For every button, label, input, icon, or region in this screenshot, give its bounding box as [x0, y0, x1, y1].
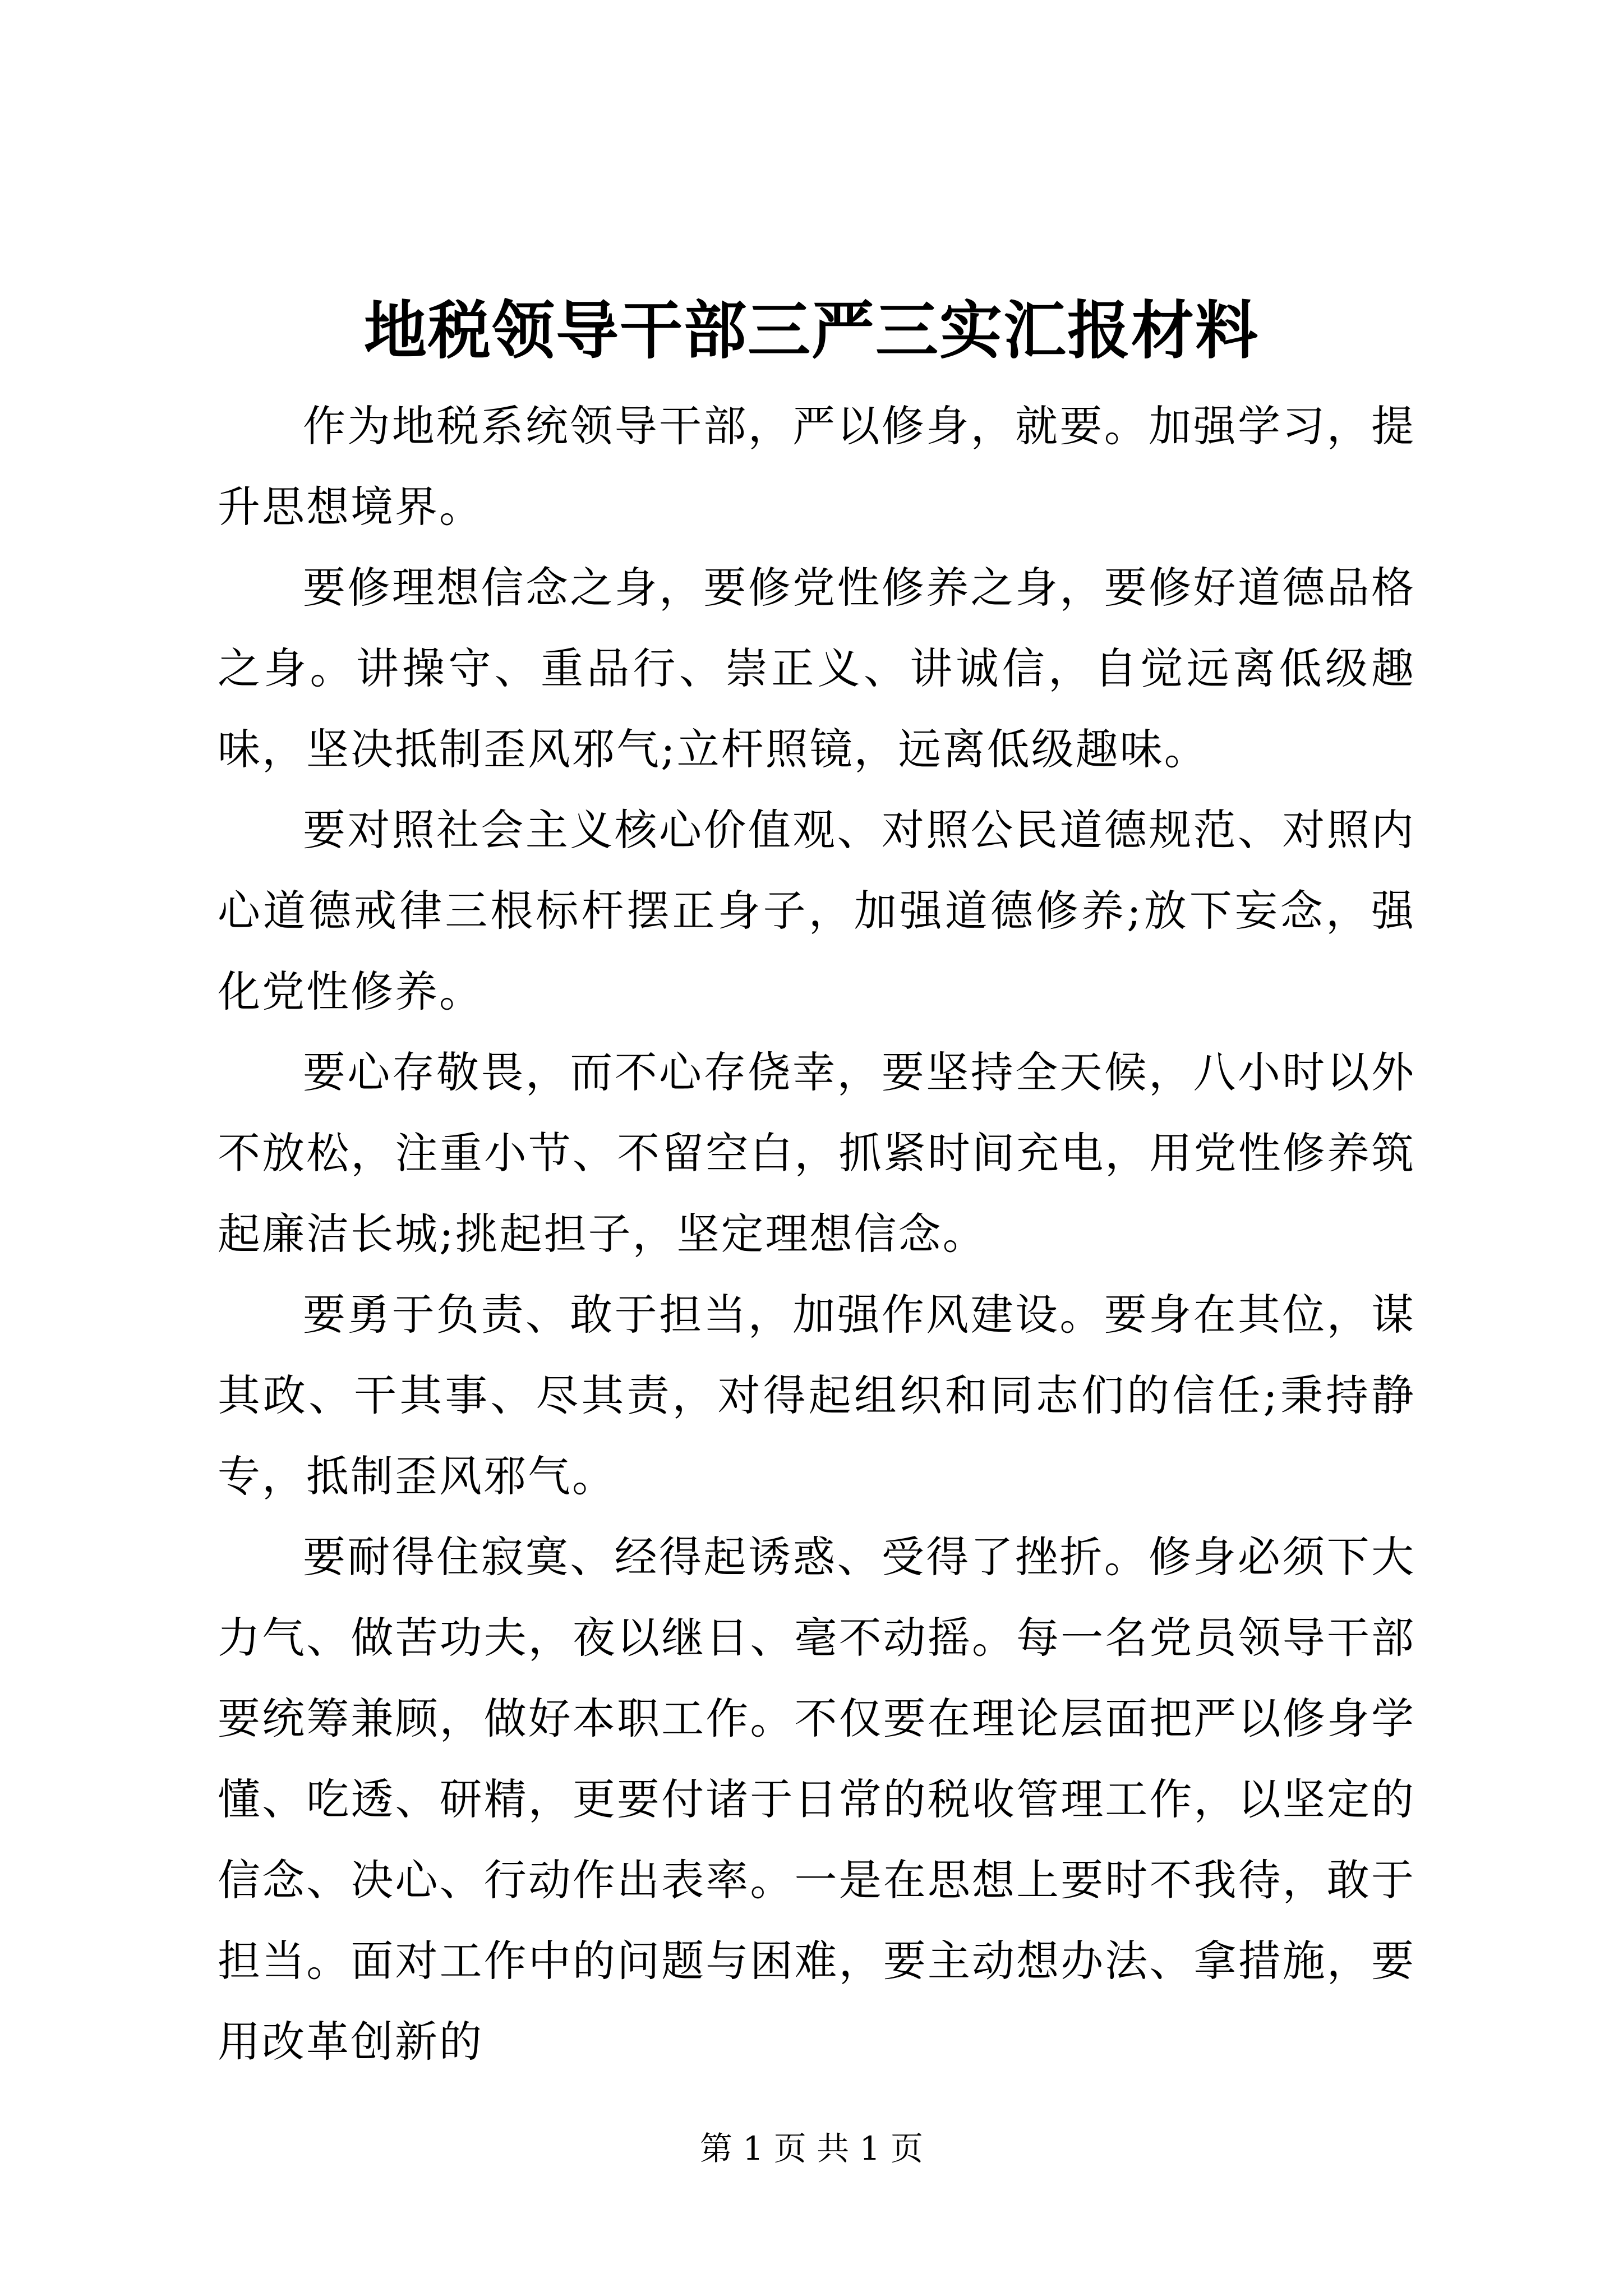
paragraph: 作为地税系统领导干部，严以修身，就要。加强学习，提升思想境界。	[218, 401, 1415, 532]
document-body	[218, 386, 1415, 2082]
document-title: 地税领导干部三严三实汇报材料	[364, 294, 1259, 367]
page-footer: 第 1 页 共 1 页	[700, 2129, 923, 2168]
paragraph: 要心存敬畏，而不心存侥幸，要坚持全天候，八小时以外不放松，注重小节、不留空白，抓紧时间充电，用党性修养筑起廉洁长城;挑起担子，坚定理想信念。	[218, 1047, 1415, 1259]
paragraph: 要对照社会主义核心价值观、对照公民道德规范、对照内心道德戒律三根标杆摆正身子，加强道德修养;放下妄念，强化党性修养。	[218, 805, 1415, 1016]
paragraph: 要勇于负责、敢于担当，加强作风建设。要身在其位，谋其政、干其事、尽其责，对得起组织和同志们的信任;秉持静专，抵制歪风邪气。	[218, 1290, 1415, 1501]
paragraph: 要修理想信念之身，要修党性修养之身，要修好道德品格之身。讲操守、重品行、崇正义、讲诚信，自觉远离低级趣味，坚决抵制歪风邪气;立杆照镜，远离低级趣味。	[218, 563, 1415, 774]
paragraph: 要耐得住寂寞、经得起诱惑、受得了挫折。修身必须下大力气、做苦功夫，夜以继日、毫不动摇。每一名党员领导干部要统筹兼顾，做好本职工作。不仅要在理论层面把严以修身学懂、吃透、研精，更要付诸于日常的税收管理工作，以坚定的信念、决心、行动作出表率。一是在思想上要时不我待，敢于担当。面对工作中的问题与困难，要主动想办法、拿措施，要用改革创新的	[218, 1532, 1415, 2067]
